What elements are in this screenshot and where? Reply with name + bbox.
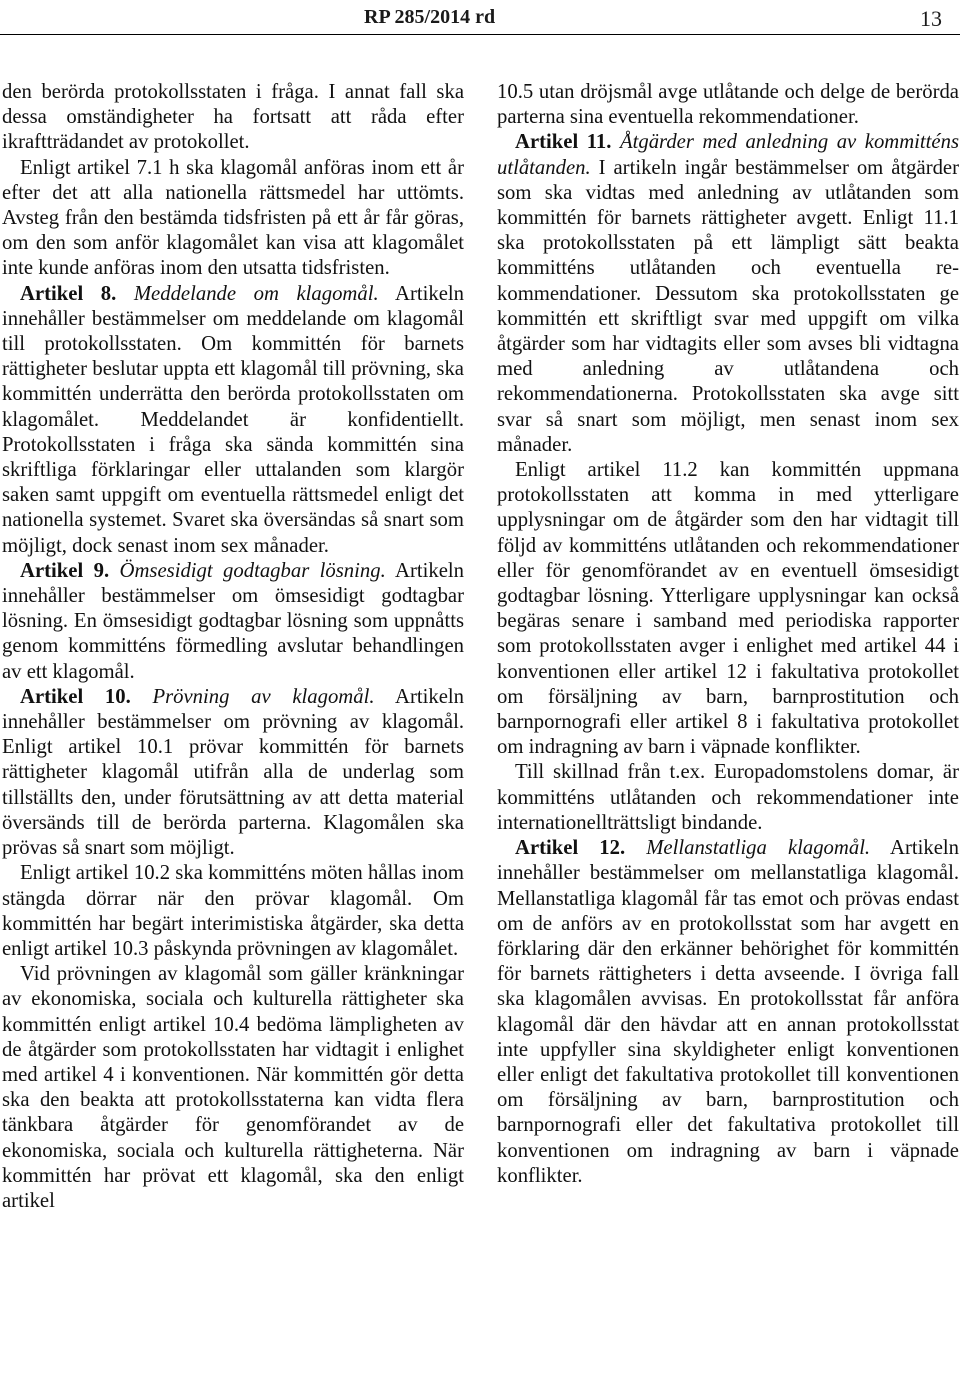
paragraph	[497, 130, 959, 458]
paragraph-text: Artikeln innehåller bestämmelser om ömsesidigt godtagbar lösning. En ömsesidigt godtagbar lösning som uppnåtts genom kommitténs förmedling avslutar behandlingen av ett klagomål.	[2, 559, 464, 683]
paragraph	[2, 80, 464, 156]
paragraph-text	[611, 131, 620, 153]
article-heading: Artikel 10.	[20, 685, 131, 708]
paragraph	[2, 962, 464, 1214]
paragraph	[497, 760, 959, 836]
paragraph-text	[131, 686, 153, 708]
article-title: Mellanstatliga klagomål.	[646, 837, 871, 860]
paragraph-text: Artikeln innehåller bestämmelser om prövning av klagomål. Enligt artikel 10.1 prövar kommittén för barnets rättigheter klagomål utifrån alla de underlag som tillställts den, under förutsättning av att detta material översänds till de berörda parterna. Klagomålen ska prövas så snart som möjligt.	[2, 685, 464, 860]
paragraph-text: Enligt artikel 10.2 ska kommitténs möten hållas inom stängda dörrar när den prövar klagomål. Om kommittén har begärt interimistiska åtgärder, ska detta enligt artikel 10.3 påskynda prövningen av klagomålet.	[2, 862, 464, 960]
paragraph	[2, 685, 464, 861]
paragraph-text: Enligt artikel 11.2 kan kommittén uppmana protokollsstaten att komma in med ytterligare upplysningar om de åtgärder som den har vidtagit till följd av kommitténs utlåtanden och rekommendationer eller för genomförandet av en eventuell ömsesidigt godtagbar lösning. Ytterligare upplysningar kan också begäras senare i samband med periodiska rapporter som protokollsstaten avger i enlighet med artikel 44 i konventionen eller artikel 12 i fakultativa protokollet om försäljning av barn, barnprostitution och barnpornografi eller artikel 8 i fakultativa protokollet om indragning av barn i väpnade konflikter.	[497, 459, 959, 759]
paragraph-text: Till skillnad från t.ex. Europadomstolens domar, är kommitténs utlåtanden och rekommendationer inte internationellträttsligt bindande.	[497, 761, 959, 834]
paragraph-text: Enligt artikel 7.1 h ska klagomål anföras inom ett år efter det att alla nationella rättsmedel har uttömts. Avsteg från den bestämda tidsfristen på ett år får göras, om den som anför klagomålet kan visa att klagomålet inte kunde anföras inom den utsatta tidsfristen.	[2, 156, 464, 280]
paragraph	[2, 861, 464, 962]
paragraph	[2, 156, 464, 282]
paragraph	[2, 559, 464, 685]
header-rule	[0, 34, 960, 35]
paragraph-text	[116, 283, 134, 305]
paragraph-text: Vid prövningen av klagomål som gäller kränkningar av ekonomiska, sociala och kulturella rättigheter ska kommittén enligt artikel 10.4 bedöma lämpligheten av de åtgärder som protokollsstaten har vidtagit i enlighet med artikel 4 i konventionen. När kommittén gör detta ska den beakta att protokollsstaterna kan vidta flera tänkbara åtgärder för genomförandet av de ekonomiska, sociala och kulturella rättigheterna. När kommittén har prövat ett klagomål, ska den enligt artikel	[2, 963, 464, 1212]
paragraph	[497, 80, 959, 130]
paragraph-text: den berörda protokollsstaten i fråga. I annat fall ska dessa omständigheter ha fortsatt att råda efter ikraftträdandet av protokollet.	[2, 81, 464, 154]
paragraph	[2, 282, 464, 559]
article-heading: Artikel 11.	[515, 131, 612, 154]
paragraph	[497, 458, 959, 760]
paragraph-text: I artikeln ingår bestämmelser om åtgärder som ska vidtas med anledning av utlåtanden som kommittén för barnets rättigheter avgett. Enligt 11.1 ska protokollsstaten på ett lämpligt sätt beakta kommitténs utlåtanden och eventuella rekommendationer. Dessutom ska protokollsstaten ge kommittén ett skriftligt svar med uppgift om vilka åtgärder som har vidtagits eller som avses bli vidtagna med anledning av utlåtandena och rekommendationerna. Protokollsstaten ska avge sitt svar så snart som möjligt, men senast inom sex månader.	[497, 156, 959, 456]
article-title: Prövning av klagomål.	[152, 685, 375, 708]
article-heading: Artikel 8.	[20, 282, 117, 305]
article-title: Ömsesidigt godtagbar lösning.	[119, 559, 386, 582]
article-heading: Artikel 12.	[515, 837, 626, 860]
page-number: 13	[920, 6, 942, 31]
article-title: Meddelande om klagomål.	[133, 282, 379, 305]
article-title: Åtgärder med anledning av kommitténs utlåtanden.	[497, 131, 959, 179]
article-heading: Artikel 9.	[20, 559, 110, 582]
paragraph	[497, 836, 959, 1189]
paragraph-text: Artikeln innehåller bestämmelser om meddelande om klagomål till protokollsstaten. Om kommittén för barnets rättigheter beslutar uppta ett klagomål till prövning, ska kommittén underrätta den berörda protokollsstaten om klagomålet. Meddelandet är konfidentiellt. Protokollsstaten i fråga ska sända kommittén sina skriftliga förklaringar eller uttalanden som klargör saken samt uppgift om eventuella rättsmedel enligt det nationella systemet. Svaret ska översändas så snart som möjligt, dock senast inom sex månader.	[2, 282, 464, 557]
left-column	[2, 80, 464, 1396]
paragraph-text: Artikeln innehåller bestämmelser om mellanstatliga klagomål. Mellanstatliga klagomål får tas emot och prövas endast om de anförs av en protokollsstat som har avgett en förklaring där den erkänner behörighet för kommittén för barnets rättigheters i detta avseende. I övriga fall ska klagomålen avvisas. En protokollsstat får anföra klagomål där den hävdar att en annan protokollsstat inte uppfyller sina skyldigheter enligt konventionen eller enligt det fakultativa protokollet till konventionen om försäljning av barn, barnprostitution och barnpornografi eller det fakultativa protokollet till konventionen om indragning av barn i väpnade konflikter.	[497, 837, 959, 1187]
document-id: RP 285/2014 rd	[364, 6, 496, 28]
paragraph-text	[109, 560, 119, 582]
right-column	[497, 80, 959, 1396]
paragraph-text: 10.5 utan dröjsmål avge utlåtande och delge de berörda parterna sina eventuella rekommendationer.	[497, 81, 959, 129]
paragraph-text	[625, 837, 646, 859]
page-header	[0, 4, 960, 34]
